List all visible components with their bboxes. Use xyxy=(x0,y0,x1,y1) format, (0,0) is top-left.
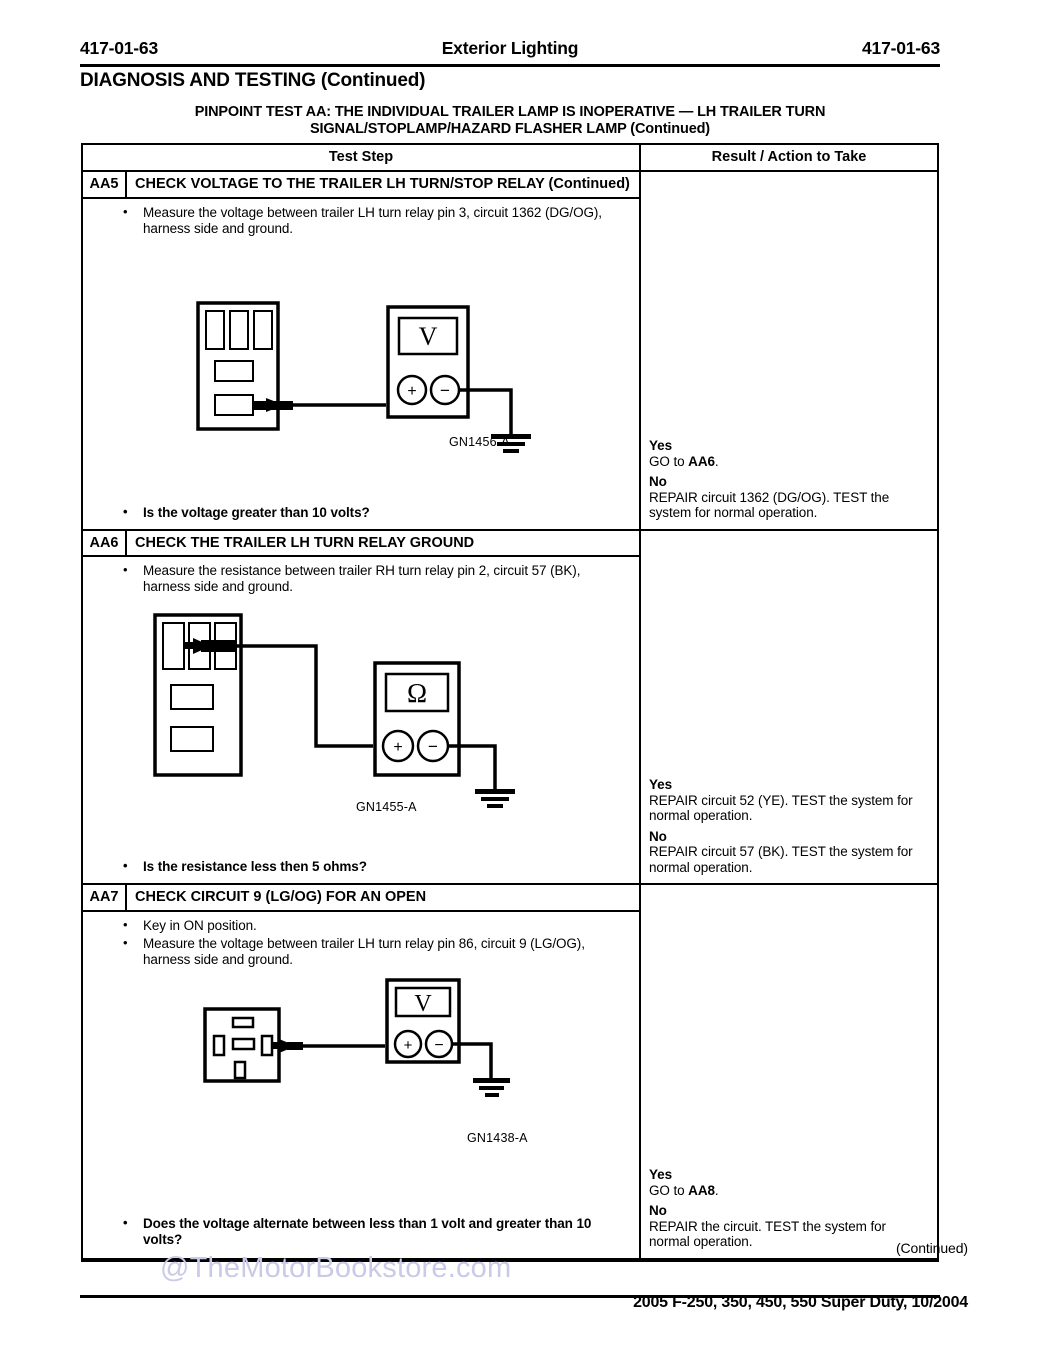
step-id-aa5: AA5 xyxy=(83,172,127,197)
result-content-aa6 xyxy=(641,772,937,881)
figure-aa6 xyxy=(83,597,639,855)
svg-text:+: + xyxy=(393,739,403,756)
column-header-result-action: Result / Action to Take xyxy=(639,145,937,170)
svg-text:V: V xyxy=(418,321,438,351)
continued-label: (Continued) xyxy=(895,1240,968,1256)
table-row xyxy=(83,531,937,558)
list-item: • Measure the resistance between trailer RH turn relay pin 2, circuit 57 (BK), harness side and ground. xyxy=(121,563,629,595)
wiring-diagram-aa6 xyxy=(83,597,639,855)
result-cell-aa6 xyxy=(639,557,937,885)
result-action-no: REPAIR circuit 57 (BK). TEST the system for normal operation. xyxy=(649,844,913,875)
result-content-aa7 xyxy=(641,1162,937,1256)
result-action-yes-text: GO to xyxy=(649,453,689,469)
result-action-yes-ref: AA8 xyxy=(688,1182,715,1198)
test-step-cell-aa7 xyxy=(83,912,639,1260)
figure-code-aa7: GN1438-A xyxy=(467,1130,528,1145)
page-title: Exterior Lighting xyxy=(441,38,579,58)
figure-aa7 xyxy=(83,970,639,1212)
result-cell-aa6-title xyxy=(639,531,937,558)
publication-info: 2005 F-250, 350, 450, 550 Super Duty, 10/2004 xyxy=(633,1294,968,1311)
result-action-no: REPAIR circuit 1362 (DG/OG). TEST the system for normal operation. xyxy=(649,489,890,520)
list-item: • Is the voltage greater than 10 volts? xyxy=(121,505,629,521)
list-item: • Key in ON position. xyxy=(121,918,629,934)
watermark: @TheMotorBookstore.com xyxy=(160,1252,512,1284)
result-cell-aa5-title xyxy=(639,172,937,199)
pinpoint-test-line-1: PINPOINT TEST AA: THE INDIVIDUAL TRAILER LAMP IS INOPERATIVE — LH TRAILER TURN xyxy=(194,104,826,120)
svg-text:−: − xyxy=(428,737,438,756)
table-row xyxy=(83,199,937,531)
svg-text:V: V xyxy=(414,990,432,1017)
bullet-list-aa5 xyxy=(83,199,639,237)
table-header-row xyxy=(83,145,937,172)
svg-text:−: − xyxy=(434,1036,444,1054)
result-cell-aa7-title xyxy=(639,885,937,912)
question-aa5 xyxy=(83,501,639,529)
question-aa6 xyxy=(83,855,639,883)
section-heading: DIAGNOSIS AND TESTING (Continued) xyxy=(80,70,426,91)
list-item: • Does the voltage alternate between less than 1 volt and greater than 10 volts? xyxy=(121,1216,629,1248)
result-answer-yes: Yes xyxy=(649,777,672,792)
question-aa7 xyxy=(83,1212,639,1258)
pinpoint-test-heading xyxy=(110,104,910,138)
result-answer-yes: Yes xyxy=(649,438,672,453)
result-cell-aa7 xyxy=(639,912,937,1260)
step-title-aa7: CHECK CIRCUIT 9 (LG/OG) FOR AN OPEN xyxy=(135,889,427,905)
result-action-yes-tail: . xyxy=(714,453,719,469)
svg-text:+: + xyxy=(403,1036,413,1054)
result-answer-no: No xyxy=(649,828,667,844)
wiring-diagram-aa5 xyxy=(83,239,639,501)
svg-text:−: − xyxy=(440,380,450,400)
page-header xyxy=(80,38,940,62)
figure-aa5 xyxy=(83,239,639,501)
step-title-aa6: CHECK THE TRAILER LH TURN RELAY GROUND xyxy=(135,534,475,551)
svg-text:Ω: Ω xyxy=(406,678,428,708)
step-id-aa6: AA6 xyxy=(83,531,127,556)
pinpoint-test-table xyxy=(81,143,939,1262)
result-action-yes-tail: . xyxy=(714,1182,719,1198)
page-number-right: 417-01-63 xyxy=(862,38,940,58)
step-id-aa7: AA7 xyxy=(83,885,127,910)
list-item: • Is the resistance less then 5 ohms? xyxy=(121,859,629,875)
result-action-yes xyxy=(649,1183,929,1199)
test-step-cell-aa5 xyxy=(83,199,639,531)
figure-code-aa6: GN1455-A xyxy=(356,800,417,814)
step-title-aa5: CHECK VOLTAGE TO THE TRAILER LH TURN/STOP RELAY (Continued) xyxy=(135,176,630,192)
result-content-aa5 xyxy=(641,433,937,527)
result-action-no: REPAIR the circuit. TEST the system for normal operation. xyxy=(649,1218,886,1249)
result-answer-yes: Yes xyxy=(649,1167,672,1182)
bullet-list-aa7 xyxy=(83,912,639,968)
figure-code-aa5: GN1456-A xyxy=(449,434,510,449)
list-item: • Measure the voltage between trailer LH turn relay pin 3, circuit 1362 (DG/OG), harness side and ground. xyxy=(121,205,629,237)
result-cell-aa5 xyxy=(639,199,937,531)
wiring-diagram-aa7 xyxy=(83,970,639,1212)
list-item: • Measure the voltage between trailer LH turn relay pin 86, circuit 9 (LG/OG), harness side and ground. xyxy=(121,936,629,968)
result-answer-no: No xyxy=(649,474,667,489)
table-row xyxy=(83,912,937,1260)
result-action-yes: REPAIR circuit 52 (YE). TEST the system for normal operation. xyxy=(649,792,913,823)
result-answer-no: No xyxy=(649,1203,667,1218)
table-row xyxy=(83,557,937,885)
pinpoint-test-line-2: SIGNAL/STOPLAMP/HAZARD FLASHER LAMP (Continued) xyxy=(309,121,710,137)
table-row xyxy=(83,885,937,912)
result-action-yes-text: GO to xyxy=(649,1182,689,1198)
result-action-yes-ref: AA6 xyxy=(688,453,715,469)
table-row xyxy=(83,172,937,199)
result-action-yes xyxy=(649,454,929,470)
bullet-list-aa6 xyxy=(83,557,639,595)
column-header-test-step: Test Step xyxy=(328,149,394,165)
header-divider xyxy=(80,64,940,67)
svg-text:+: + xyxy=(407,382,417,400)
page-number-left: 417-01-63 xyxy=(80,38,158,58)
test-step-cell-aa6 xyxy=(83,557,639,885)
